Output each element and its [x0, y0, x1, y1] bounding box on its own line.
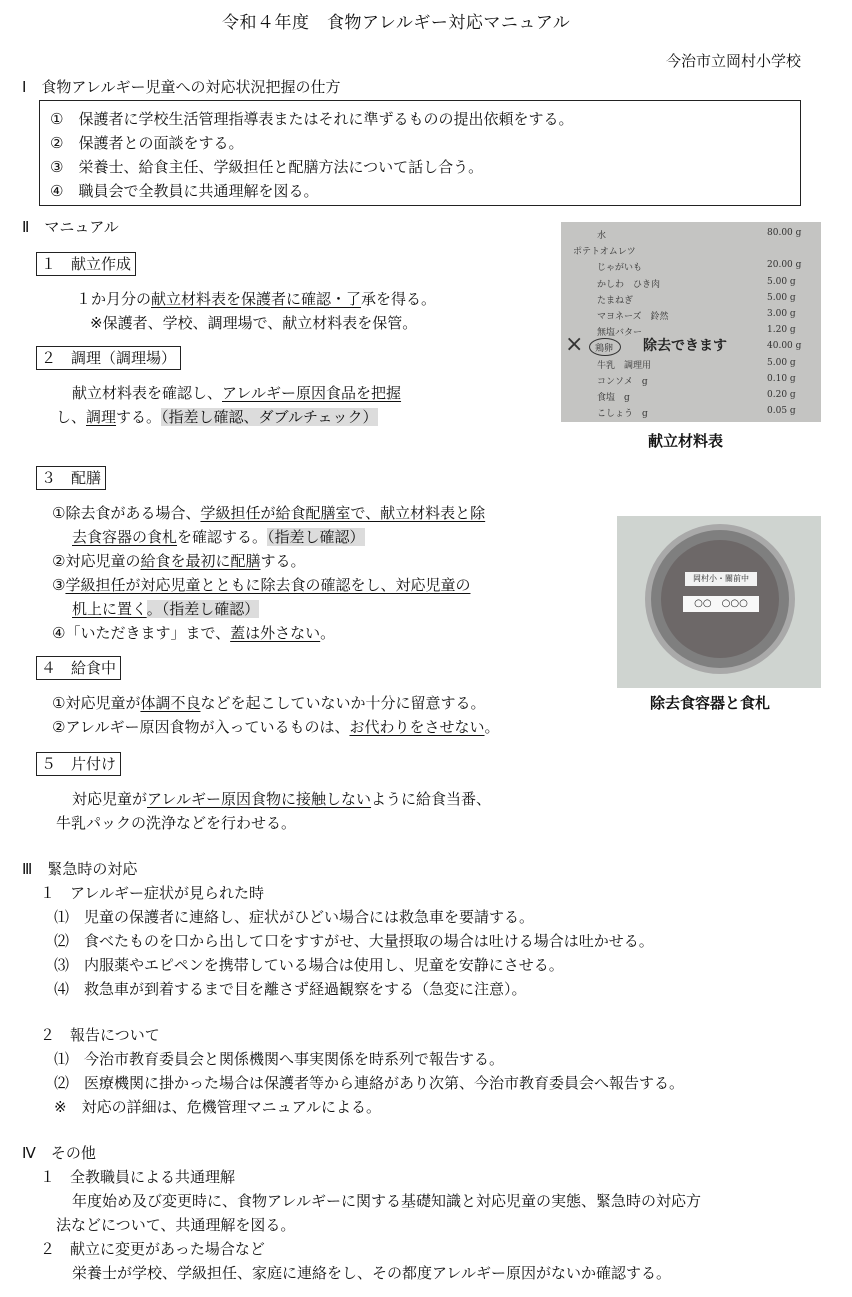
during-lunch-item-1 — [52, 692, 485, 714]
menu-row-value: 5.00 g — [767, 357, 796, 368]
text-span: 。 — [320, 624, 336, 642]
section-3-sub-2: ２ 報告について — [40, 1026, 160, 1044]
removal-container-photo — [617, 516, 821, 688]
text-span: ④「いただきます」まで、 — [52, 624, 231, 642]
highlighted-text: （指差し確認） — [267, 528, 365, 546]
underlined-text: 体調不良 — [140, 694, 201, 712]
serving-item-2 — [52, 550, 305, 572]
menu-row-value: 20.00 g — [767, 260, 802, 271]
text-span: ①対応児童が — [52, 694, 141, 712]
underlined-text: 去食容器の食札 — [72, 528, 178, 546]
page-title: 令和４年度 食物アレルギー対応マニュアル — [222, 13, 571, 33]
section-4-sub-1: １ 全教職員による共通理解 — [40, 1168, 236, 1186]
text-span: ②アレルギー原因食物が入っているものは、 — [52, 718, 350, 736]
cleanup-line-1 — [72, 788, 491, 810]
menu-row-name: 食塩 g — [597, 393, 630, 403]
underlined-text: お代わりをさせない — [349, 718, 485, 736]
highlighted-text: （指差し確認、ダブルチェック） — [161, 408, 378, 426]
circle-mark — [589, 338, 621, 356]
menu-row-value: 3.00 g — [767, 309, 796, 319]
menu-row-name: じゃがいも — [597, 263, 643, 274]
section-1-heading: Ⅰ 食物アレルギー児童への対応状況把握の仕方 — [22, 78, 341, 96]
food-tag-name: ○○ ○○○ — [683, 596, 759, 612]
text-span: などを起こしていないか十分に留意する。 — [200, 694, 486, 712]
underlined-text: 机上に置く — [72, 600, 147, 618]
highlighted-text: 。（指差し確認） — [146, 600, 260, 618]
menu-planning-line-1 — [76, 288, 436, 310]
underlined-text: 蓋は外さない — [230, 624, 321, 642]
menu-row-name: 無塩バター — [597, 328, 643, 339]
subsection-menu-planning-label: １ 献立作成 — [36, 252, 136, 276]
underlined-text: 給食を最初に配膳 — [140, 552, 261, 570]
text-span: 承を得る。 — [361, 290, 437, 308]
text-span: する。 — [260, 552, 306, 570]
menu-row-value: 0.10 g — [767, 373, 796, 384]
emergency-item: ⑶ 内服薬やエピペンを携帯している場合は使用し、児童を安静にさせる。 — [54, 956, 564, 974]
text-span: し、 — [56, 408, 87, 426]
removal-container-caption: 除去食容器と食札 — [650, 694, 771, 712]
during-lunch-item-2 — [52, 716, 500, 738]
section-2-heading: Ⅱ マニュアル — [22, 218, 119, 236]
menu-row-value: 1.20 g — [767, 325, 796, 336]
menu-ingredient-photo — [561, 222, 821, 422]
section-3-heading: Ⅲ 緊急時の対応 — [22, 860, 138, 878]
text-span: ように給食当番、 — [371, 790, 492, 808]
menu-row-value: 0.05 g — [767, 406, 796, 417]
menu-row-value: 5.00 g — [767, 276, 796, 287]
cross-mark: × — [565, 332, 584, 357]
text-span: ③ — [52, 576, 66, 594]
menu-row-name: ポテトオムレツ — [573, 247, 636, 258]
cleanup-line-2: 牛乳パックの洗浄などを行わせる。 — [56, 814, 297, 832]
menu-row-name: 水 — [597, 231, 607, 241]
menu-planning-line-2: ※保護者、学校、調理場で、献立材料表を保管。 — [90, 314, 418, 332]
text-span: ②対応児童の — [52, 552, 141, 570]
section-4-sub-2: ２ 献立に変更があった場合など — [40, 1240, 265, 1258]
emergency-item: ⑷ 救急車が到着するまで目を離さず経過観察をする（急変に注意）。 — [54, 980, 527, 998]
underlined-text: アレルギー原因食物に接触しない — [147, 790, 372, 808]
section-1-item: ① 保護者に学校生活管理指導表またはそれに準ずるものの提出依頼をする。 — [50, 110, 574, 128]
menu-ingredient-caption: 献立材料表 — [648, 432, 724, 450]
menu-row-name: マヨネーズ 鈴然 — [597, 312, 669, 322]
underlined-text: 学級担任が給食配膳室で、献立材料表と除 — [200, 504, 486, 522]
report-item: ※ 対応の詳細は、危機管理マニュアルによる。 — [54, 1098, 381, 1116]
serving-item-3-line-2 — [72, 598, 259, 620]
school-name: 今治市立岡村小学校 — [666, 52, 802, 70]
subsection-cooking-label: ２ 調理（調理場） — [36, 346, 181, 370]
menu-row-value: 40.00 g — [767, 341, 802, 352]
menu-row-value: 5.00 g — [767, 292, 796, 303]
menu-row-name: たまねぎ — [597, 295, 634, 306]
report-item: ⑴ 今治市教育委員会と関係機関へ事実関係を時系列で報告する。 — [54, 1050, 505, 1068]
serving-item-4 — [52, 622, 335, 644]
section-4-sub-1-line-2: 法などについて、共通理解を図る。 — [56, 1216, 296, 1234]
section-3-sub-1: １ アレルギー症状が見られた時 — [40, 884, 265, 902]
text-span: する。 — [116, 408, 162, 426]
section-1-item: ③ 栄養士、給食主任、学級担任と配膳方法について話し合う。 — [50, 158, 484, 176]
report-item: ⑵ 医療機関に掛かった場合は保護者等から連絡があり次第、今治市教育委員会へ報告する。 — [54, 1074, 685, 1092]
underlined-text: アレルギー原因食品を把握 — [222, 384, 402, 402]
menu-row-name: コンソメ g — [597, 376, 648, 387]
emergency-item: ⑴ 児童の保護者に連絡し、症状がひどい場合には救急車を要請する。 — [54, 908, 535, 926]
text-span: ①除去食がある場合、 — [52, 504, 201, 522]
section-4-sub-2-line-1: 栄養士が学校、学級担任、家庭に連絡をし、その都度アレルギー原因がないか確認する。 — [72, 1264, 672, 1282]
underlined-text: 学級担任が対応児童とともに除去食の確認をし、対応児童の — [65, 576, 471, 594]
menu-row-name: 鶏卵 — [595, 344, 614, 355]
subsection-serving-label: ３ 配膳 — [36, 466, 106, 490]
menu-row-value: 0.20 g — [767, 390, 796, 400]
section-4-sub-1-line-1: 年度始め及び変更時に、食物アレルギーに関する基礎知識と対応児童の実態、緊急時の対応方 — [72, 1192, 702, 1210]
cooking-line-1 — [72, 382, 401, 404]
food-tag-school: 岡村小・關前中 — [685, 572, 757, 586]
menu-row-value: 80.00 g — [767, 228, 802, 238]
underlined-text: 調理 — [86, 408, 117, 426]
section-1-item: ④ 職員会で全教員に共通理解を図る。 — [50, 182, 319, 200]
menu-row-name: こしょう g — [597, 409, 648, 420]
text-span: 献立材料表を確認し、 — [72, 384, 223, 402]
emergency-item: ⑵ 食べたものを口から出して口をすすがせ、大量摂取の場合は吐ける場合は吐かせる。 — [54, 932, 654, 950]
subsection-during-lunch-label: ４ 給食中 — [36, 656, 121, 680]
subsection-cleanup-label: ５ 片付け — [36, 752, 121, 776]
text-span: 。 — [484, 718, 500, 736]
text-span: １か月分の — [76, 290, 152, 308]
section-4-heading: Ⅳ その他 — [22, 1144, 96, 1162]
menu-row-name: かしわ ひき肉 — [597, 279, 661, 290]
serving-item-1-line-2 — [72, 526, 365, 548]
menu-row-name: 牛乳 調理用 — [597, 360, 652, 371]
text-span: 対応児童が — [72, 790, 148, 808]
text-span: を確認する。 — [177, 528, 268, 546]
cooking-line-2 — [56, 406, 378, 428]
removable-note: 除去できます — [643, 338, 727, 354]
section-1-item: ② 保護者との面談をする。 — [50, 134, 244, 152]
underlined-text: 献立材料表を保護者に確認・了 — [151, 290, 362, 308]
serving-item-1-line-1 — [52, 502, 485, 524]
serving-item-3-line-1 — [52, 574, 470, 596]
